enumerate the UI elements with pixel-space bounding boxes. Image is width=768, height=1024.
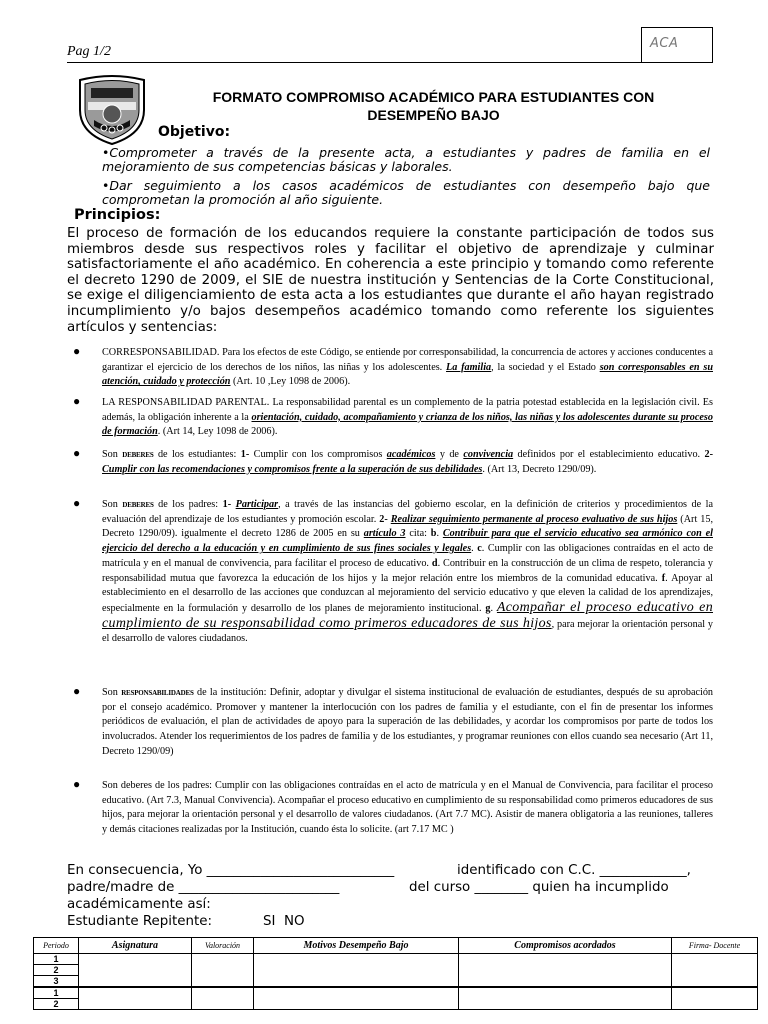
col-periodo: Periodo (34, 938, 79, 954)
table-header-row (34, 938, 758, 954)
objetivo-heading: Objetivo: (158, 124, 231, 140)
bullet-responsabilidades-institucion: Son RESPONSABILIDADES de la institución: Definir, adoptar y divulgar el sistema institucional de evaluación de estudiantes, después de su aprobación por el consejo académico. Promover y mantener la interlocución con los padres de familia y el estudiante, con el fin de presentar los informes periódicos de evaluación, el plan de actividades de apoyo para la superación de las debilidades, y acordar los compromisos por parte de todos los involucrados. Atender los requerimientos de los padres de familia y de los estudiantes, y programar reuniones con ellos cuando sea necesario (Art 11, Decreto 1290/09) (102, 687, 714, 757)
bullet-corresponsabilidad: CORRESPONSABILIDAD. Para los efectos de este Código, se entiende por corresponsabilidad, la concurrencia de actores y acciones conducentes a garantizar el ejercicio de los derechos de los niños, las niñas y los adolescentes. La familia, la sociedad y el Estado son corresponsables en su atención, cuidado y protección (Art. 10 ,Ley 1098 de 2006). (102, 347, 713, 388)
col-compromisos: Compromisos acordados (459, 938, 672, 954)
bullet-icon: ● (73, 446, 81, 460)
title-line-1: FORMATO COMPROMISO ACADÉMICO PARA ESTUDIANTES CON (212, 89, 655, 105)
document-code: ACA (650, 36, 679, 51)
bullet-icon: ● (73, 344, 81, 358)
table-row (34, 987, 758, 999)
motivos-cell[interactable] (254, 954, 459, 988)
conclusion-line-3: académicamente así: (67, 897, 211, 912)
period-cell: 2 (34, 999, 79, 1010)
period-cell: 3 (34, 976, 79, 988)
bullet-deberes-padres-manual: Son deberes de los padres: Cumplir con las obligaciones contraídas en el acto de matrícula y en el Manual de Convivencia, para facilitar el proceso educativo. (Art 7.3, Manual Convivencia). Acompañar el proceso educativo en cumplimiento de su responsabilidad como primeros educadores de sus hijos, para mejorar la orientación personal y el desarrollo de valores ciudadanos. (Art 7.7 MC). Asistir de manera obligatoria a las reuniones, talleres y demás citaciones realizadas por la Institución, cuando ésta lo solicite. (art 7.17 MC ) (102, 780, 713, 836)
conclusion-parent-field[interactable]: padre/madre de ________________________ (67, 880, 340, 895)
conclusion-name-field[interactable]: En consecuencia, Yo ____________________________ (67, 863, 395, 878)
period-cell: 2 (34, 965, 79, 976)
principios-body: El proceso de formación de los educandos requiere la constante participación de todos sus miembros desde sus respectivos roles y facilitar el objetivo de aprendizaje y culminar satisfactoriamente el año académico. En coherencia a este principio y tomando como referente el decreto 1290 de 2009, el SIE de nuestra institución y Sentencias de la Corte Constitucional, se exige el diligenciamiento de esta acta a los estudiantes que durante el año hayan registrado incumplimiento y/o bajos desempeños académico tomando como referente los siguientes artículos y sentencias: (67, 226, 714, 335)
repitente-options[interactable]: SI NO (263, 914, 305, 929)
bullet-icon: ● (73, 394, 81, 408)
col-asignatura: Asignatura (79, 938, 192, 954)
firma-cell[interactable] (672, 954, 758, 988)
motivos-cell[interactable] (254, 987, 459, 1010)
page-number: Pag 1/2 (67, 44, 111, 59)
firma-cell[interactable] (672, 987, 758, 1010)
bullet-deberes-padres: Son DEBERES de los padres: 1- Participar, a través de las instancias del gobierno escolar, en la definición de criterios y procedimientos de la evaluación del aprendizaje de los estudiantes y promoción escolar. 2- Realizar seguimiento permanente al proceso evaluativo de sus hijos (Art 15, Decreto 1290/09). igualmente el decreto 1286 de 2005 en su artículo 3 cita: b. Contribuir para que el servicio educativo sea armónico con el ejercicio del derecho a la educación y en cumplimiento de sus fines sociales y legales. c. Cumplir con las obligaciones contraídas en el acto de matrícula y en el manual de convivencia, para facilitar el proceso de educativo. d. Contribuir en la construcción de un clima de respeto, tolerancia y responsabilidad mutua que favorezca la educación de los hijos y la mejor relación entre los miembros de la comunidad educativa. f. Apoyar al establecimiento en el desarrollo de las acciones que conduzcan al mejoramiento del servicio educativo y que eleven la calidad de los aprendizajes, especialmente en la formulación y desarrollo de los planes de mejoramiento institucional. g. Acompañar el proceso educativo en cumplimiento de su responsabilidad como primeros educadores de sus hijos, para mejorar la orientación personal y el desarrollo de valores ciudadanos. (102, 499, 714, 645)
school-logo (74, 74, 150, 146)
bullet-responsabilidad-parental: LA RESPONSABILIDAD PARENTAL. La responsabilidad parental es un complemento de la patria potestad establecida en la legislación civil. Es además, la obligación inherente a la orientación, cuidado, acompañamiento y crianza de los niños, las niñas y los adolescentes durante su proceso de formación. (Art 14, Ley 1098 de 2006). (102, 397, 713, 438)
col-firma: Firma- Docente (672, 938, 758, 954)
col-motivos: Motivos Desempeño Bajo (254, 938, 459, 954)
objetivo-item-1: •Comprometer a través de la presente acta, a estudiantes y padres de familia en el mejoramiento de sus competencias básicas y laborales. (102, 145, 710, 174)
document-title (166, 88, 701, 124)
document-code-box (641, 27, 713, 63)
compromisos-cell[interactable] (459, 987, 672, 1010)
commitments-table (33, 937, 758, 1010)
title-line-2: DESEMPEÑO BAJO (367, 107, 500, 123)
bullet-icon: ● (73, 777, 81, 791)
bullet-icon: ● (73, 684, 81, 698)
table-row (34, 954, 758, 965)
principios-heading: Principios: (74, 207, 161, 223)
bullet-icon: ● (73, 496, 81, 510)
conclusion-course-field[interactable]: del curso ________ quien ha incumplido (409, 880, 669, 895)
compromisos-cell[interactable] (459, 954, 672, 988)
valoracion-cell[interactable] (192, 987, 254, 1010)
conclusion-id-field[interactable]: identificado con C.C. _____________, (457, 863, 691, 878)
conclusion-block (67, 863, 714, 931)
asignatura-cell[interactable] (79, 987, 192, 1010)
objetivo-item-2: •Dar seguimiento a los casos académicos de estudiantes con desempeño bajo que comprometan la promoción al año siguiente. (102, 178, 710, 207)
col-valoracion: Valoración (192, 938, 254, 954)
valoracion-cell[interactable] (192, 954, 254, 988)
repitente-label: Estudiante Repitente: (67, 914, 212, 929)
period-cell: 1 (34, 987, 79, 999)
bullet-deberes-estudiantes: Son DEBERES de los estudiantes: 1- Cumplir con los compromisos académicos y de convivencia definidos por el establecimiento educativo. 2- Cumplir con las recomendaciones y compromisos frente a la superación de sus debilidades. (Art 13, Decreto 1290/09). (102, 449, 713, 475)
period-cell: 1 (34, 954, 79, 965)
header-divider (67, 62, 713, 63)
asignatura-cell[interactable] (79, 954, 192, 988)
